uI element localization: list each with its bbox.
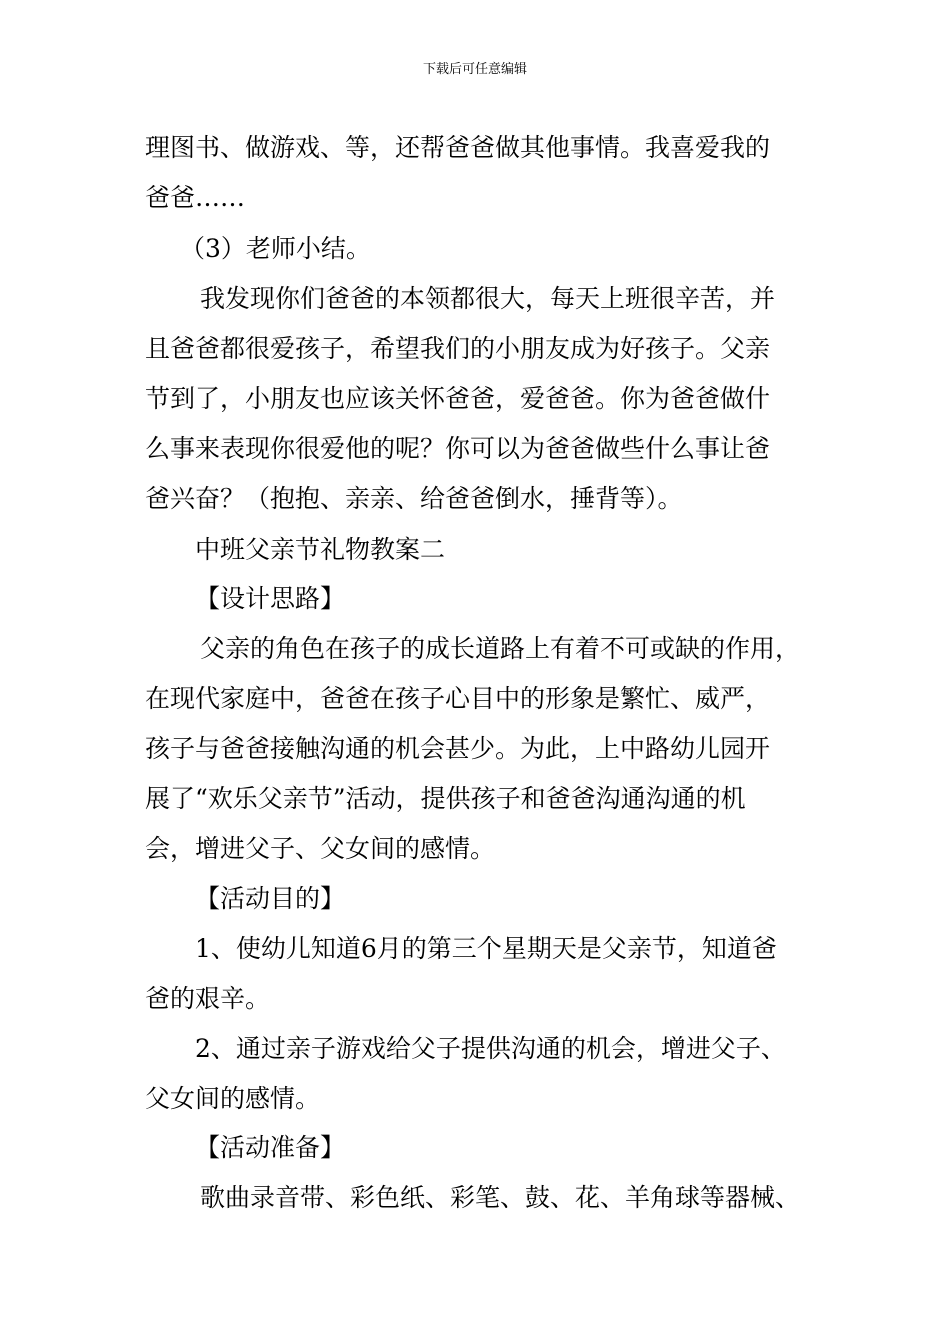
- body-line: 父女间的感情。: [145, 1084, 321, 1113]
- body-line: 在现代家庭中，爸爸在孩子心目中的形象是繁忙、威严，: [145, 684, 771, 713]
- body-line: 我发现你们爸爸的本领都很大，每天上班很辛苦，并: [200, 284, 776, 313]
- body-line: 么事来表现你很爱他的呢？你可以为爸爸做些什么事让爸: [145, 434, 771, 463]
- page-header: 下载后可任意编辑: [422, 62, 527, 77]
- section-heading: 中班父亲节礼物教案二: [195, 535, 446, 564]
- body-line: 爸兴奋？（抱抱、亲亲、给爸爸倒水，捶背等）。: [145, 484, 683, 513]
- body-line: 孩子与爸爸接触沟通的机会甚少。为此，上中路幼儿园开: [145, 734, 771, 763]
- section-heading: 【设计思路】: [195, 584, 346, 613]
- body-line: （3）老师小结。: [180, 234, 371, 263]
- body-line: 理图书、做游戏、等，还帮爸爸做其他事情。我喜爱我的: [145, 133, 771, 162]
- body-line: 且爸爸都很爱孩子，希望我们的小朋友成为好孩子。父亲: [145, 334, 771, 363]
- body-line: 展了“欢乐父亲节”活动，提供孩子和爸爸沟通沟通的机: [145, 784, 746, 813]
- body-line: 会，增进父子、父女间的感情。: [145, 834, 496, 863]
- body-line: 节到了，小朋友也应该关怀爸爸，爱爸爸。你为爸爸做什: [145, 384, 771, 413]
- body-line: 爸的艰辛。: [145, 984, 271, 1013]
- body-line: 2、通过亲子游戏给父子提供沟通的机会，增进父子、: [195, 1034, 786, 1063]
- section-heading: 【活动目的】: [195, 884, 346, 913]
- body-line: 1、使幼儿知道6月的第三个星期天是父亲节，知道爸: [195, 934, 777, 963]
- section-heading: 【活动准备】: [195, 1133, 346, 1162]
- body-line: 歌曲录音带、彩色纸、彩笔、鼓、花、羊角球等器械、: [200, 1183, 801, 1212]
- body-line: 爸爸……: [145, 183, 246, 212]
- body-line: 父亲的角色在孩子的成长道路上有着不可或缺的作用，: [200, 634, 801, 663]
